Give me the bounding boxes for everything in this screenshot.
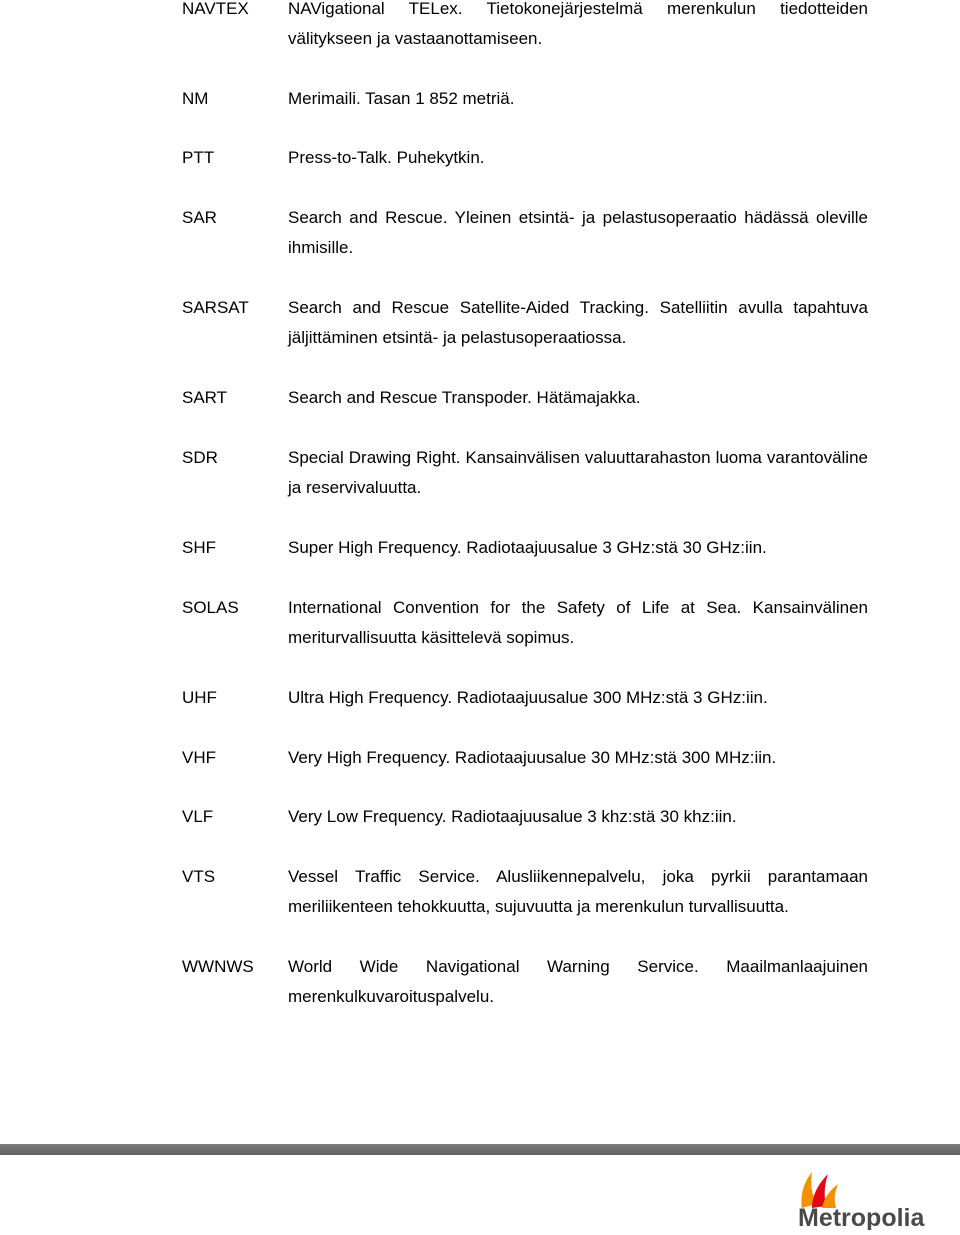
glossary-definition: Special Drawing Right. Kansainvälisen valuuttarahaston luoma varantoväline ja reservivaluutta. xyxy=(288,448,868,497)
glossary-term: WWNWS xyxy=(182,957,254,976)
glossary-term: SART xyxy=(182,388,228,407)
glossary-definition: World Wide Navigational Warning Service. Maailmanlaajuinen merenkulkuvaroituspalvelu. xyxy=(288,957,868,1006)
glossary-term: UHF xyxy=(182,688,217,707)
metropolia-logo xyxy=(790,1160,955,1230)
glossary-term: PTT xyxy=(182,148,215,167)
glossary-term: VHF xyxy=(182,748,216,767)
glossary-definition: Merimaili. Tasan 1 852 metriä. xyxy=(288,89,515,108)
glossary-definition: Vessel Traffic Service. Alusliikennepalvelu, joka pyrkii parantamaan meriliikenteen tehokkuutta, sujuvuutta ja merenkulun turvallisuutta. xyxy=(288,867,868,916)
glossary-term: NM xyxy=(182,89,209,108)
glossary-term: SARSAT xyxy=(182,298,249,317)
glossary-definition: Very Low Frequency. Radiotaajuusalue 3 khz:stä 30 khz:iin. xyxy=(288,807,737,826)
glossary-term: SDR xyxy=(182,448,218,467)
glossary-definition: Search and Rescue Satellite-Aided Tracking. Satelliitin avulla tapahtuva jäljittäminen etsintä- ja pelastusoperaatiossa. xyxy=(288,298,868,347)
glossary-definition: Search and Rescue. Yleinen etsintä- ja pelastusoperaatio hädässä oleville ihmisille. xyxy=(288,208,868,257)
glossary-term: NAVTEX xyxy=(182,0,249,18)
glossary-definition: Search and Rescue Transpoder. Hätämajakka. xyxy=(288,388,641,407)
glossary-term: VTS xyxy=(182,867,216,886)
glossary-term: SHF xyxy=(182,538,216,557)
glossary-term: SAR xyxy=(182,208,217,227)
footer-rule xyxy=(0,1144,960,1155)
svg-text:Metropolia: Metropolia xyxy=(798,1204,925,1230)
glossary-term: SOLAS xyxy=(182,598,239,617)
glossary-definition: NAVigational TELex. Tietokonejärjestelmä merenkulun tiedotteiden välitykseen ja vastaanottamiseen. xyxy=(288,0,868,48)
glossary-definition: International Convention for the Safety of Life at Sea. Kansainvälinen meriturvallisuutta käsittelevä sopimus. xyxy=(288,598,868,647)
glossary-definition: Super High Frequency. Radiotaajuusalue 3 GHz:stä 30 GHz:iin. xyxy=(288,538,767,557)
glossary-definition: Press-to-Talk. Puhekytkin. xyxy=(288,148,485,167)
glossary-definition: Ultra High Frequency. Radiotaajuusalue 300 MHz:stä 3 GHz:iin. xyxy=(288,688,768,707)
glossary-definition: Very High Frequency. Radiotaajuusalue 30 MHz:stä 300 MHz:iin. xyxy=(288,748,777,767)
glossary-term: VLF xyxy=(182,807,214,826)
